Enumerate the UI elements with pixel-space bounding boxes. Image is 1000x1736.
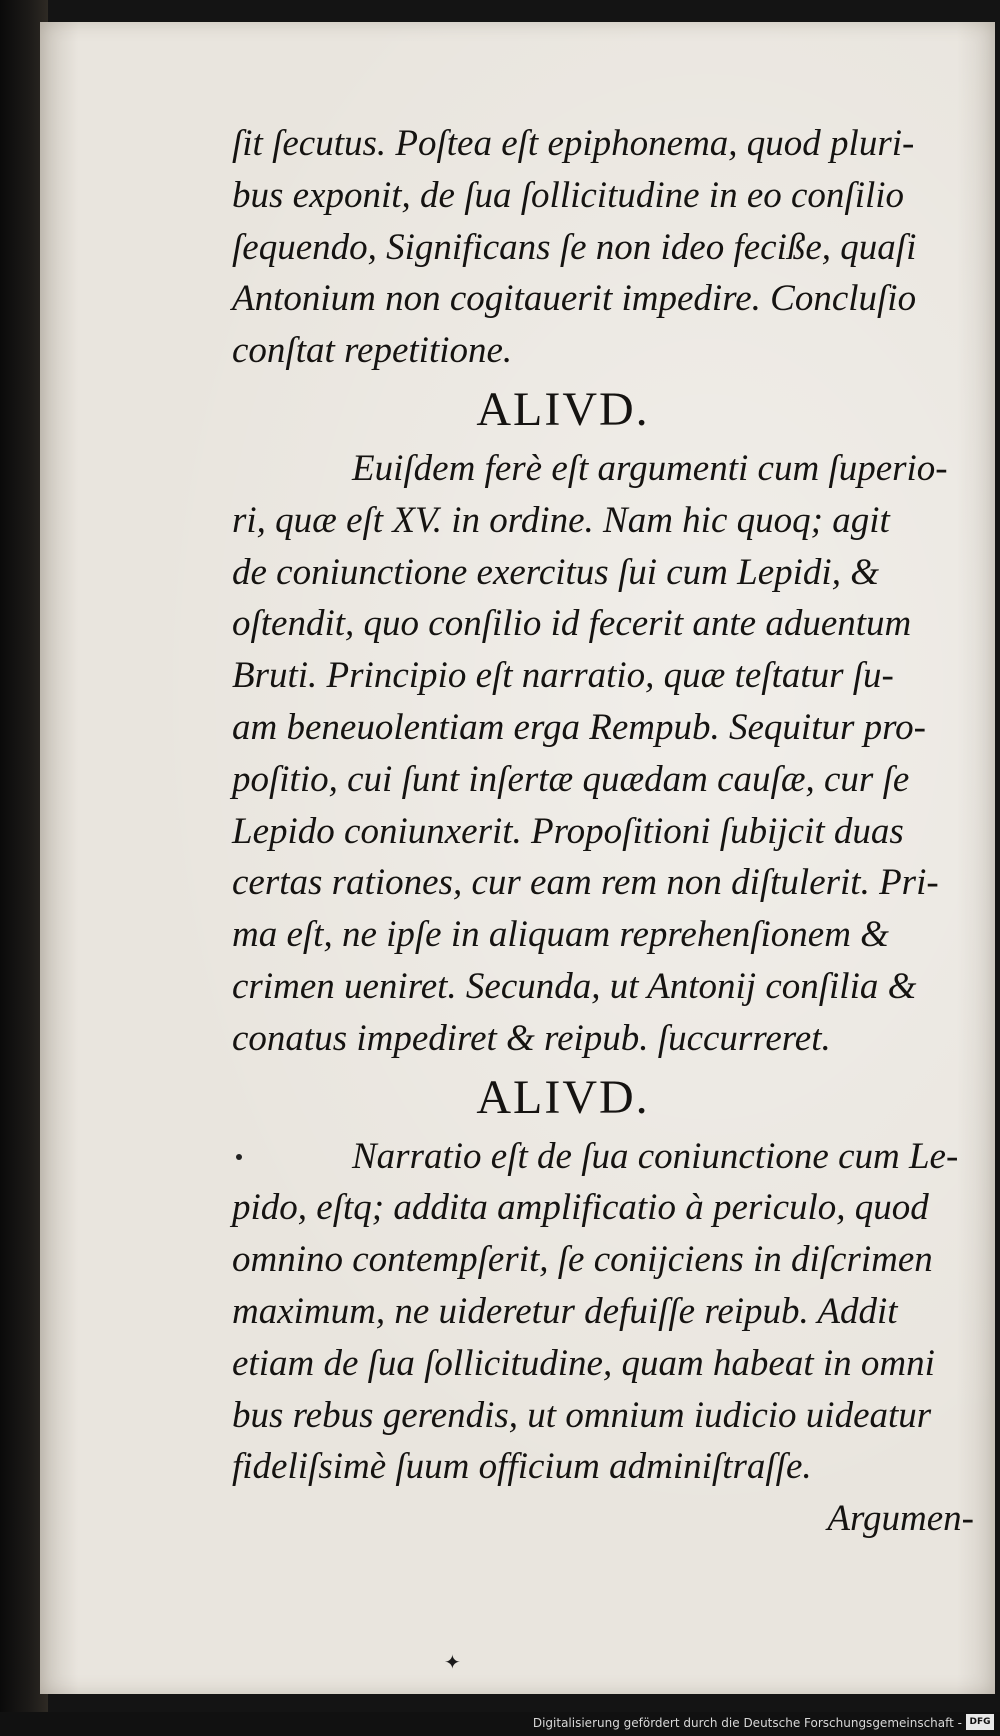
text-line: Bruti. Principio eſt narratio, quæ teſtatur ſu- — [232, 655, 894, 697]
text-line: maximum, ne uideretur defuiſſe reipub. Addit — [232, 1290, 898, 1332]
text-line: am beneuolentiam erga Rempub. Sequitur pro- — [232, 706, 926, 748]
section-heading: ALIVD. — [476, 1070, 650, 1124]
text-line: Antonium non cogitauerit impedire. Concluſio — [232, 278, 917, 320]
text-line: conatus impediret & reipub. ſuccurreret. — [232, 1017, 831, 1059]
text-line: etiam de ſua ſollicitudine, quam habeat in omni — [232, 1342, 935, 1384]
section-heading: ALIVD. — [476, 382, 650, 436]
text-line: Euiſdem ferè eſt argumenti cum ſuperio- — [352, 447, 948, 489]
text-line: omnino contempſerit, ſe conijciens in diſcrimen — [232, 1239, 933, 1281]
text-line: bus rebus gerendis, ut omnium iudicio uideatur — [232, 1394, 932, 1436]
paragraph-3 — [232, 1131, 984, 1494]
text-line: ſequendo, Significans ſe non ideo feciße, quaſi — [232, 226, 917, 268]
text-line: certas rationes, cur eam rem non diſtulerit. Pri- — [232, 862, 939, 904]
text-line: pido, eſtq; addita amplificatio à periculo, quod — [232, 1187, 929, 1229]
dfg-logo-icon: DFG — [966, 1714, 994, 1730]
ink-blot-mark: ✦ — [444, 1650, 461, 1674]
text-line: Narratio eſt de ſua coniunctione cum Le- — [352, 1135, 959, 1177]
text-line: Lepido coniunxerit. Propoſitioni ſubijcit duas — [232, 810, 904, 852]
text-line: ma eſt, ne ipſe in aliquam reprehenſionem & — [232, 914, 889, 956]
text-line: de coniunctione exercitus ſui cum Lepidi, & — [232, 551, 879, 593]
text-line: ſit ſecutus. Poſtea eſt epiphonema, quod pluri- — [232, 123, 915, 164]
text-line: crimen ueniret. Secunda, ut Antonij conſilia & — [232, 965, 917, 1007]
paragraph-2 — [232, 443, 984, 1065]
paragraph-1 — [232, 118, 984, 377]
catchword: Argumen- — [827, 1498, 974, 1540]
footer-credit: Digitalisierung gefördert durch die Deutsche Forschungsgemeinschaft - — [532, 1716, 962, 1730]
text-line: bus exponit, de ſua ſollicitudine in eo conſilio — [232, 174, 905, 216]
text-line: ri, quæ eſt XV. in ordine. Nam hic quoq; agit — [232, 499, 890, 541]
text-line: poſitio, cui ſunt inſertæ quædam cauſæ, cur ſe — [232, 758, 910, 800]
text-line: fideliſsimè ſuum officium adminiſtraſſe. — [232, 1446, 812, 1488]
text-line: conſtat repetitione. — [232, 330, 513, 372]
margin-mark — [236, 1154, 242, 1160]
page-text — [232, 118, 984, 1545]
text-line: oſtendit, quo conſilio id fecerit ante aduentum — [232, 603, 912, 645]
